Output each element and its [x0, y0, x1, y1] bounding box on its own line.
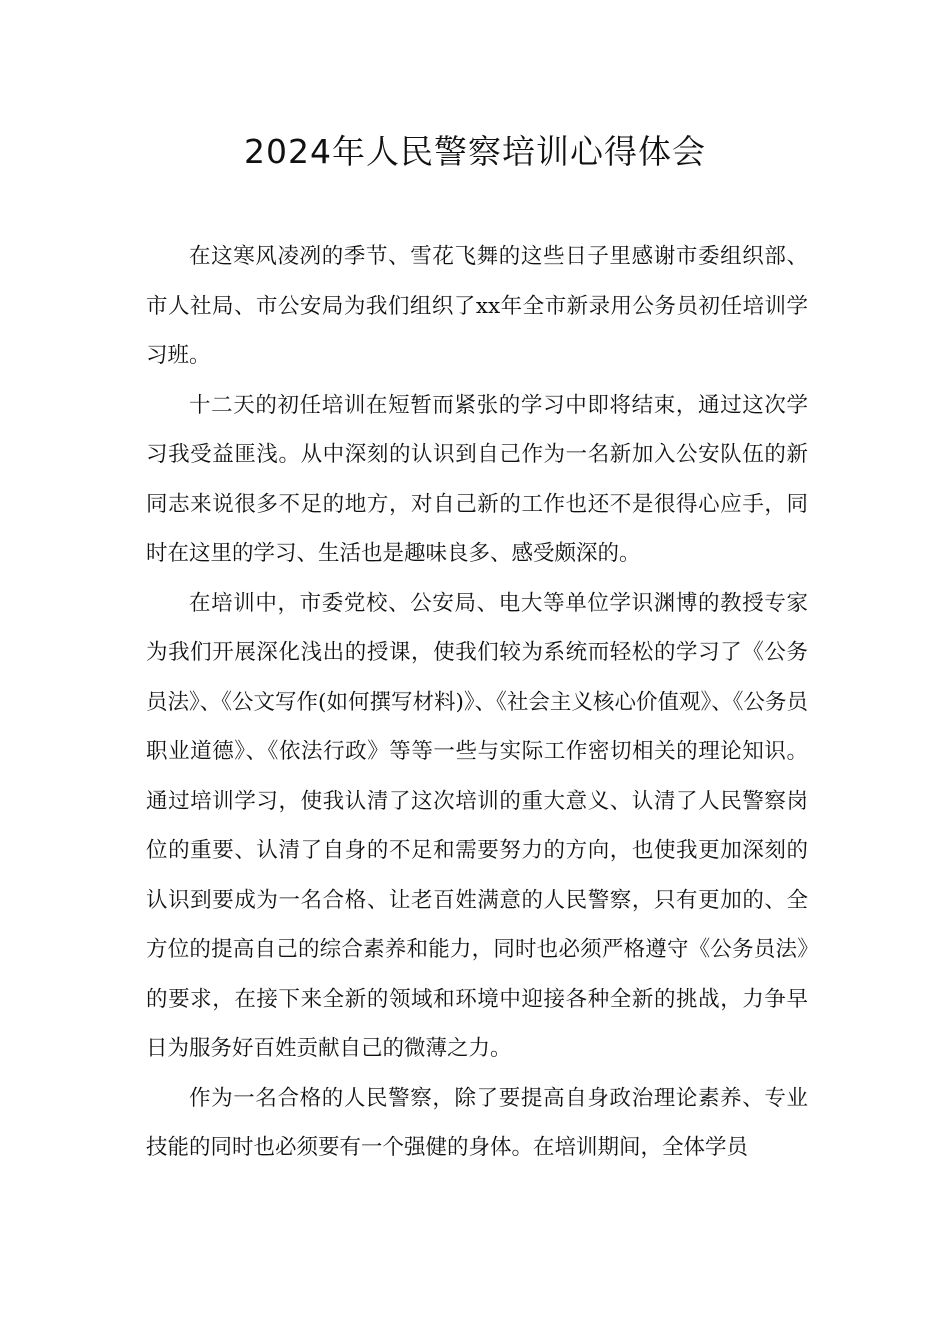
document-title: 2024年人民警察培训心得体会 [244, 132, 706, 171]
paragraph-4: 作为一名合格的人民警察，除了要提高自身政治理论素养、专业技能的同时也必须要有一个强健的身体。在培训期间，全体学员 [146, 1085, 808, 1160]
document-body [146, 232, 808, 1173]
paragraph-3: 在培训中，市委党校、公安局、电大等单位学识渊博的教授专家为我们开展深化浅出的授课，使我们较为系统而轻松的学习了《公务员法》、《公文写作(如何撰写材料)》、《社会主义核心价值观》、《公务员职业道德》、《依法行政》等等一些与实际工作密切相关的理论知识。通过培训学习，使我认清了这次培训的重大意义、认清了人民警察岗位的重要、认清了自身的不足和需要努力的方向，也使我更加深刻的认识到要成为一名合格、让老百姓满意的人民警察，只有更加的、全方位的提高自己的综合素养和能力，同时也必须严格遵守《公务员法》的要求，在接下来全新的领域和环境中迎接各种全新的挑战，力争早日为服务好百姓贡献自己的微薄之力。 [146, 590, 808, 1061]
paragraph-1: 在这寒风凌冽的季节、雪花飞舞的这些日子里感谢市委组织部、市人社局、市公安局为我们组织了xx年全市新录用公务员初任培训学习班。 [146, 244, 808, 368]
paragraph-2: 十二天的初任培训在短暂而紧张的学习中即将结束，通过这次学习我受益匪浅。从中深刻的认识到自己作为一名新加入公安队伍的新同志来说很多不足的地方，对自己新的工作也还不是很得心应手，同时在这里的学习、生活也是趣味良多、感受颇深的。 [146, 392, 808, 566]
